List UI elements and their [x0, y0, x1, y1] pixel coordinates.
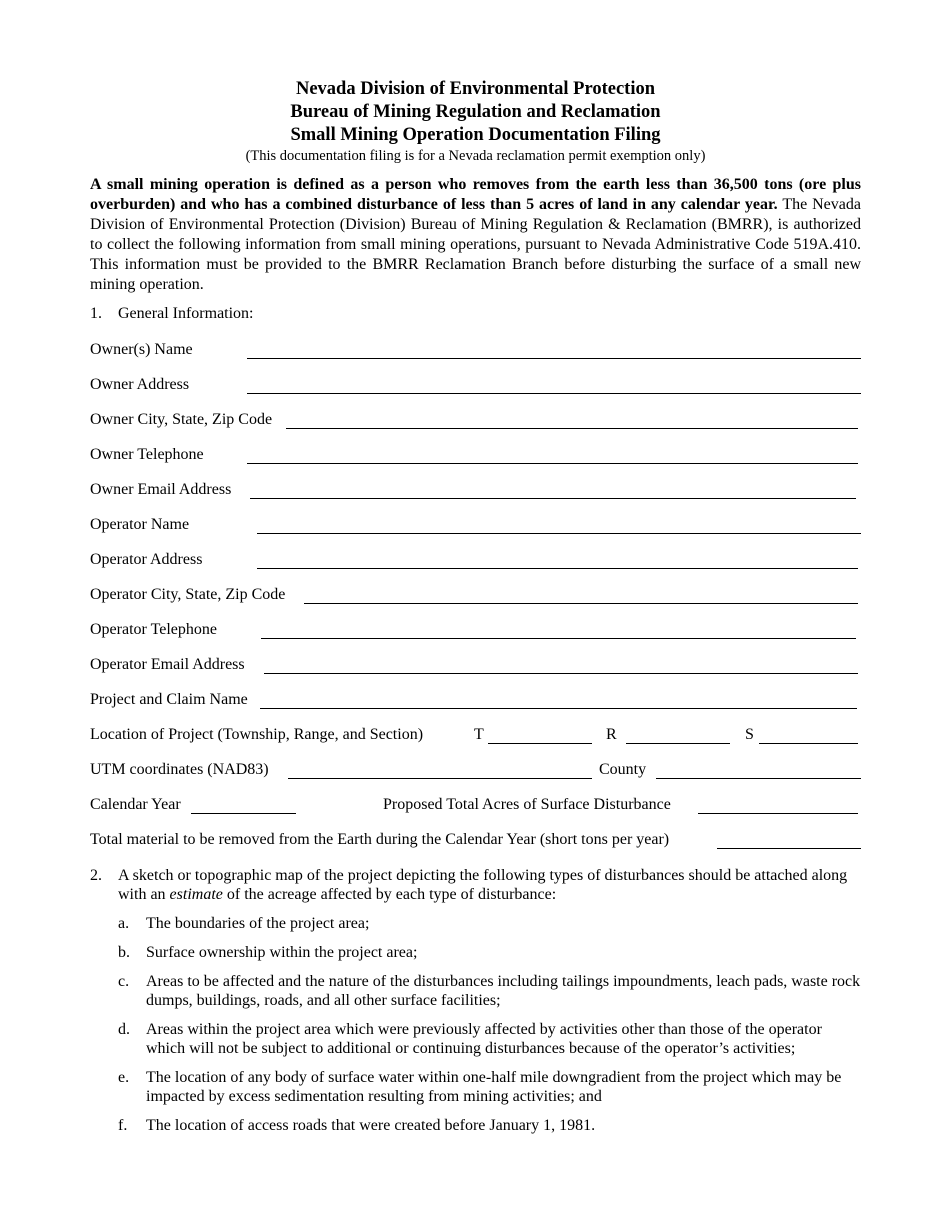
- owner-name-label: Owner(s) Name: [90, 341, 193, 358]
- operator-city-field[interactable]: [304, 603, 858, 604]
- location-label: Location of Project (Township, Range, and Section): [90, 726, 424, 743]
- list-item: [90, 943, 861, 962]
- owner-email-row: [90, 473, 861, 508]
- township-label: T: [474, 726, 484, 743]
- list-item-text: Areas to be affected and the nature of the disturbances including tailings impoundments, leach pads, waste rock dumps, buildings, roads, and all other surface facilities;: [146, 973, 861, 1009]
- calendar-acres-row: [90, 788, 861, 823]
- list-marker: f.: [118, 1117, 128, 1134]
- section-field[interactable]: [759, 743, 858, 744]
- operator-address-field[interactable]: [257, 568, 858, 569]
- owner-address-field[interactable]: [247, 393, 861, 394]
- section-2-number: 2.: [90, 867, 102, 884]
- calendar-year-label: Calendar Year: [90, 796, 181, 813]
- list-item-text: Areas within the project area which were previously affected by activities other than those of the operator which will not be subject to additional or continuing disturbances because of the operator’s activities;: [146, 1021, 822, 1057]
- total-material-field[interactable]: [717, 848, 861, 849]
- operator-phone-row: [90, 613, 861, 648]
- intro-paragraph: [90, 175, 861, 295]
- section-2-text-b: of the acreage affected by each type of disturbance:: [222, 886, 557, 903]
- range-label: R: [606, 726, 617, 743]
- agency-title: Nevada Division of Environmental Protection: [295, 79, 656, 99]
- township-field[interactable]: [488, 743, 592, 744]
- operator-phone-field[interactable]: [261, 638, 856, 639]
- intro-text: The Nevada Division of Environmental Protection (Division) Bureau of Mining Regulation & Reclamation (BMRR), is authorized to collect the following information from small mining operations, pursuant to Nevada Administrative Code 519A.410. This information must be provided to the BMRR Reclamation Branch before disturbing the surface of a small new mining operation.: [90, 196, 861, 293]
- owner-city-field[interactable]: [286, 428, 858, 429]
- list-item-text: The location of any body of surface water within one-half mile downgradient from the project which may be impacted by excess sedimentation resulting from mining activities; and: [146, 1069, 842, 1105]
- owner-address-row: [90, 368, 861, 403]
- project-claim-label: Project and Claim Name: [90, 691, 248, 708]
- section-2-estimate: estimate: [169, 886, 223, 903]
- owner-city-label: Owner City, State, Zip Code: [90, 411, 273, 428]
- list-item: [90, 1116, 861, 1135]
- bureau-title: Bureau of Mining Regulation and Reclamation: [290, 102, 661, 122]
- list-item-text: The location of access roads that were created before January 1, 1981.: [146, 1117, 596, 1134]
- operator-email-field[interactable]: [264, 673, 858, 674]
- operator-email-label: Operator Email Address: [90, 656, 245, 673]
- operator-email-row: [90, 648, 861, 683]
- form-header: [90, 78, 861, 165]
- list-marker: b.: [118, 944, 130, 961]
- utm-field[interactable]: [288, 778, 592, 779]
- list-item: [90, 972, 861, 1010]
- section-label: S: [745, 726, 754, 743]
- utm-row: [90, 753, 861, 788]
- county-label: County: [599, 761, 647, 778]
- operator-name-label: Operator Name: [90, 516, 190, 533]
- utm-label: UTM coordinates (NAD83): [90, 761, 269, 778]
- calendar-year-field[interactable]: [191, 813, 296, 814]
- list-marker: d.: [118, 1021, 130, 1038]
- owner-phone-row: [90, 438, 861, 473]
- operator-address-label: Operator Address: [90, 551, 203, 568]
- project-claim-field[interactable]: [260, 708, 857, 709]
- list-item-text: The boundaries of the project area;: [146, 915, 370, 932]
- list-marker: e.: [118, 1069, 130, 1086]
- proposed-acres-field[interactable]: [698, 813, 858, 814]
- owner-email-label: Owner Email Address: [90, 481, 232, 498]
- owner-address-label: Owner Address: [90, 376, 190, 393]
- list-item-text: Surface ownership within the project area;: [146, 944, 418, 961]
- list-item: [90, 914, 861, 933]
- disturbance-list: [90, 914, 861, 1135]
- form-title: Small Mining Operation Documentation Filing: [290, 125, 661, 145]
- list-marker: a.: [118, 915, 130, 932]
- location-row: [90, 718, 861, 753]
- section-2-text-a: A sketch or topographic map of the project depicting the following types of disturbances should be attached along with an: [118, 867, 848, 903]
- operator-city-label: Operator City, State, Zip Code: [90, 586, 286, 603]
- project-claim-row: [90, 683, 861, 718]
- list-item: [90, 1068, 861, 1106]
- list-item: [90, 1020, 861, 1058]
- section-1-heading: [90, 304, 861, 324]
- owner-email-field[interactable]: [250, 498, 856, 499]
- operator-phone-label: Operator Telephone: [90, 621, 217, 638]
- owner-name-row: [90, 333, 861, 368]
- list-marker: c.: [118, 973, 130, 990]
- section-1-title: General Information:: [118, 305, 254, 322]
- operator-city-row: [90, 578, 861, 613]
- total-material-row: [90, 823, 861, 858]
- total-material-label: Total material to be removed from the Earth during the Calendar Year (short tons per year): [90, 831, 670, 848]
- owner-phone-field[interactable]: [247, 463, 858, 464]
- section-1-number: 1.: [90, 305, 102, 322]
- operator-name-field[interactable]: [257, 533, 861, 534]
- owner-phone-label: Owner Telephone: [90, 446, 204, 463]
- operator-name-row: [90, 508, 861, 543]
- owner-city-row: [90, 403, 861, 438]
- county-field[interactable]: [656, 778, 861, 779]
- form-subtitle: (This documentation filing is for a Nevada reclamation permit exemption only): [245, 148, 706, 164]
- section-2-paragraph: [90, 866, 861, 904]
- proposed-acres-label: Proposed Total Acres of Surface Disturbance: [383, 796, 671, 813]
- owner-name-field[interactable]: [247, 358, 861, 359]
- intro-definition: A small mining operation is defined as a person who removes from the earth less than 36,500 tons (ore plus overburden) and who has a combined disturbance of less than 5 acres of land in any calendar year.: [90, 176, 861, 213]
- range-field[interactable]: [626, 743, 730, 744]
- operator-address-row: [90, 543, 861, 578]
- form-page: [90, 78, 861, 1145]
